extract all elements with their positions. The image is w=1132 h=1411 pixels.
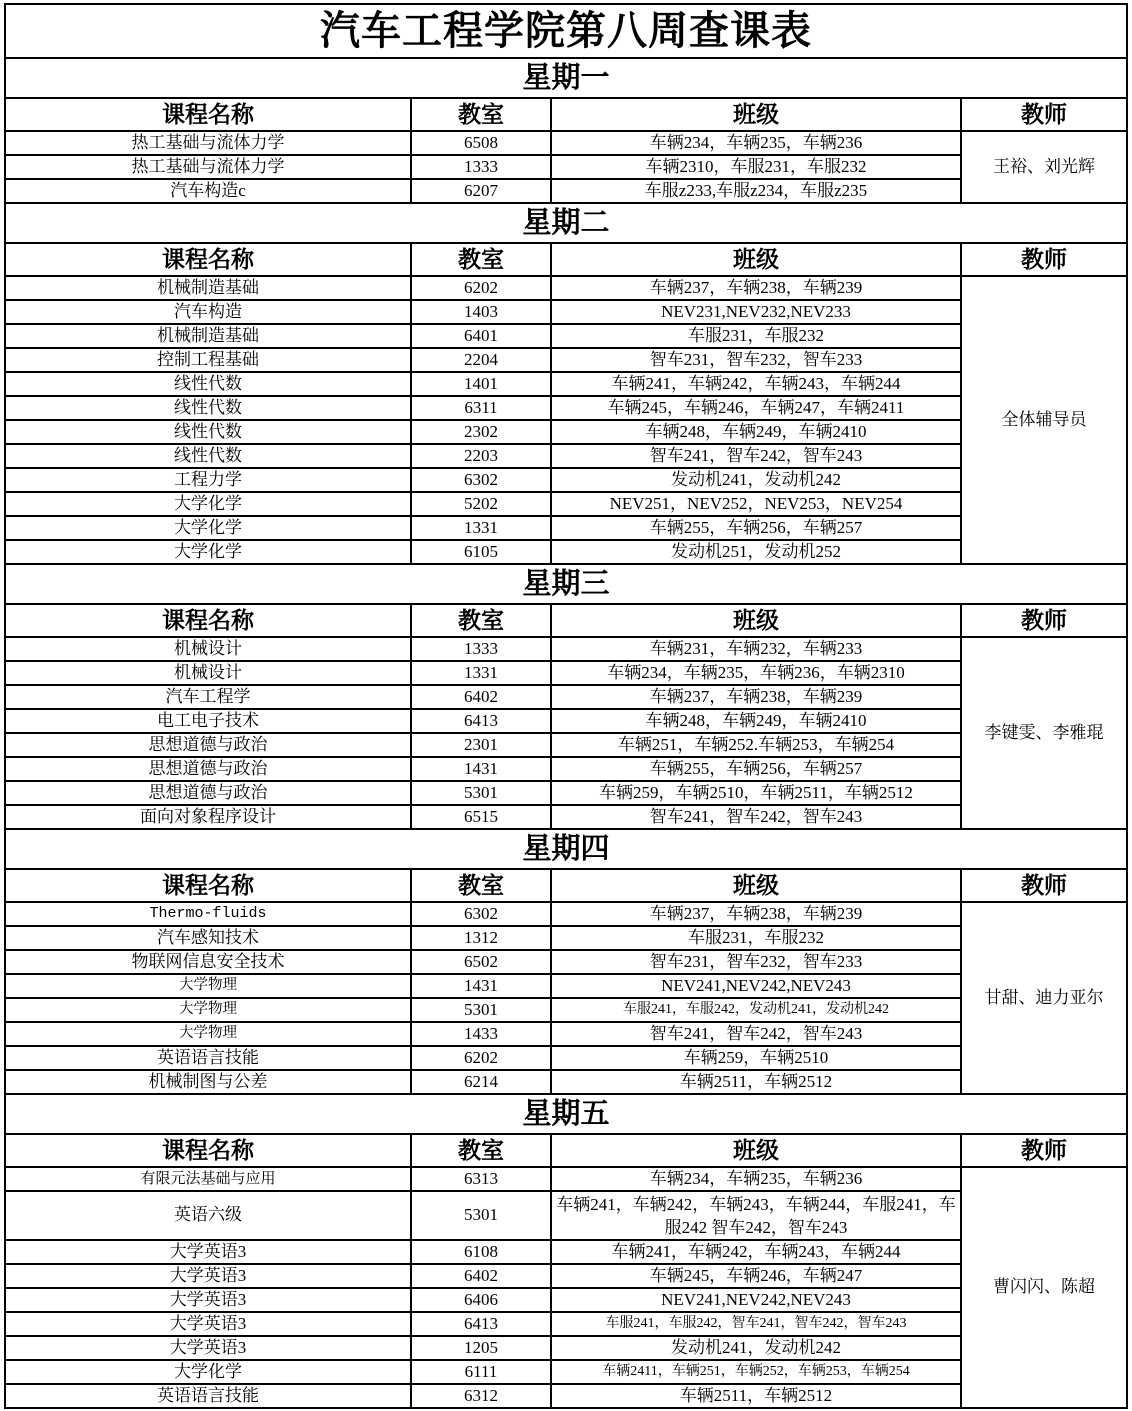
room-cell: 1433: [411, 1022, 551, 1046]
course-cell: 思想道德与政治: [5, 781, 411, 805]
table-row: [5, 685, 1127, 709]
room-cell: 1403: [411, 300, 551, 324]
day-banner-tuesday: [5, 203, 1127, 243]
classes-cell: 车辆237，车辆238，车辆239: [551, 276, 961, 300]
table-row: [5, 637, 1127, 661]
table-row: [5, 709, 1127, 733]
course-cell: 大学化学: [5, 540, 411, 564]
room-cell: 6108: [411, 1240, 551, 1264]
course-cell: 英语语言技能: [5, 1384, 411, 1408]
column-header-classes: 班级: [551, 869, 961, 902]
column-header-room: 教室: [411, 243, 551, 276]
classes-cell: 车辆2310，车服231，车服232: [551, 155, 961, 179]
room-cell: 1333: [411, 637, 551, 661]
table-row: [5, 155, 1127, 179]
room-cell: 2203: [411, 444, 551, 468]
classes-cell: 车辆259，车辆2510，车辆2511，车辆2512: [551, 781, 961, 805]
classes-cell: 车辆241，车辆242，车辆243，车辆244: [551, 1240, 961, 1264]
column-header-room: 教室: [411, 869, 551, 902]
table-row: [5, 1240, 1127, 1264]
room-cell: 6111: [411, 1360, 551, 1384]
room-cell: 2301: [411, 733, 551, 757]
table-row: [5, 1167, 1127, 1191]
course-cell: 电工电子技术: [5, 709, 411, 733]
room-cell: 6401: [411, 324, 551, 348]
table-row: [5, 998, 1127, 1022]
column-header-teacher: 教师: [961, 1134, 1127, 1167]
course-cell: 物联网信息安全技术: [5, 950, 411, 974]
column-header-course: 课程名称: [5, 869, 411, 902]
table-row: [5, 468, 1127, 492]
table-row: [5, 757, 1127, 781]
classes-cell: 车服z233,车服z234，车服z235: [551, 179, 961, 203]
column-header-classes: 班级: [551, 604, 961, 637]
classes-cell: 车辆234，车辆235，车辆236: [551, 1167, 961, 1191]
course-cell: 机械设计: [5, 637, 411, 661]
room-cell: 6311: [411, 396, 551, 420]
table-row: [5, 348, 1127, 372]
classes-cell: 车辆237，车辆238，车辆239: [551, 902, 961, 926]
schedule-table: [4, 3, 1128, 1409]
classes-cell: 智车231，智车232，智车233: [551, 950, 961, 974]
column-header-row: [5, 604, 1127, 637]
room-cell: 6413: [411, 709, 551, 733]
course-cell: 汽车构造c: [5, 179, 411, 203]
course-cell: 线性代数: [5, 396, 411, 420]
room-cell: 6313: [411, 1167, 551, 1191]
table-row: [5, 1288, 1127, 1312]
course-cell: Thermo-fluids: [5, 902, 411, 926]
table-row: [5, 926, 1127, 950]
classes-cell: 车服241，车服242，发动机241，发动机242: [551, 998, 961, 1022]
table-row: [5, 1070, 1127, 1094]
course-cell: 大学物理: [5, 998, 411, 1022]
table-row: [5, 420, 1127, 444]
classes-cell: 车辆241，车辆242，车辆243，车辆244: [551, 372, 961, 396]
room-cell: 6402: [411, 685, 551, 709]
course-cell: 大学物理: [5, 1022, 411, 1046]
day-banner-label: 星期三: [5, 564, 1127, 604]
course-cell: 线性代数: [5, 444, 411, 468]
classes-cell: 车服231，车服232: [551, 324, 961, 348]
table-row: [5, 1384, 1127, 1408]
column-header-classes: 班级: [551, 98, 961, 131]
room-cell: 5301: [411, 998, 551, 1022]
course-cell: 汽车感知技术: [5, 926, 411, 950]
column-header-teacher: 教师: [961, 869, 1127, 902]
classes-cell: 车辆259，车辆2510: [551, 1046, 961, 1070]
classes-cell: NEV231,NEV232,NEV233: [551, 300, 961, 324]
course-cell: 大学物理: [5, 974, 411, 998]
table-row: [5, 131, 1127, 155]
room-cell: 1205: [411, 1336, 551, 1360]
room-cell: 1333: [411, 155, 551, 179]
teacher-cell: 王裕、刘光辉: [961, 131, 1127, 203]
day-banner-label: 星期二: [5, 203, 1127, 243]
course-cell: 热工基础与流体力学: [5, 155, 411, 179]
table-row: [5, 781, 1127, 805]
table-row: [5, 179, 1127, 203]
course-cell: 思想道德与政治: [5, 733, 411, 757]
day-banner-label: 星期四: [5, 829, 1127, 869]
classes-cell: 智车231，智车232，智车233: [551, 348, 961, 372]
course-cell: 大学化学: [5, 492, 411, 516]
classes-cell: 车辆2511，车辆2512: [551, 1384, 961, 1408]
classes-cell: 车辆245，车辆246，车辆247: [551, 1264, 961, 1288]
course-cell: 大学英语3: [5, 1312, 411, 1336]
room-cell: 5202: [411, 492, 551, 516]
room-cell: 5301: [411, 781, 551, 805]
column-header-row: [5, 243, 1127, 276]
course-cell: 面向对象程序设计: [5, 805, 411, 829]
table-row: [5, 1264, 1127, 1288]
room-cell: 2204: [411, 348, 551, 372]
page-title: 汽车工程学院第八周查课表: [5, 4, 1127, 58]
table-row: [5, 324, 1127, 348]
table-row: [5, 661, 1127, 685]
course-cell: 机械设计: [5, 661, 411, 685]
room-cell: 6502: [411, 950, 551, 974]
course-cell: 线性代数: [5, 372, 411, 396]
column-header-row: [5, 98, 1127, 131]
table-row: [5, 902, 1127, 926]
table-row: [5, 444, 1127, 468]
course-cell: 汽车构造: [5, 300, 411, 324]
classes-cell: 车辆2411，车辆251，车辆252，车辆253，车辆254: [551, 1360, 961, 1384]
column-header-classes: 班级: [551, 1134, 961, 1167]
course-cell: 大学英语3: [5, 1240, 411, 1264]
classes-cell: 车辆2511，车辆2512: [551, 1070, 961, 1094]
room-cell: 1431: [411, 757, 551, 781]
course-cell: 工程力学: [5, 468, 411, 492]
teacher-cell: 全体辅导员: [961, 276, 1127, 564]
day-banner-monday: [5, 58, 1127, 98]
classes-cell: 发动机241，发动机242: [551, 1336, 961, 1360]
room-cell: 1331: [411, 661, 551, 685]
table-row: [5, 733, 1127, 757]
course-cell: 思想道德与政治: [5, 757, 411, 781]
table-row: [5, 516, 1127, 540]
room-cell: 6508: [411, 131, 551, 155]
room-cell: 6515: [411, 805, 551, 829]
classes-cell: NEV251，NEV252，NEV253，NEV254: [551, 492, 961, 516]
classes-cell: 车辆231，车辆232，车辆233: [551, 637, 961, 661]
room-cell: 6207: [411, 179, 551, 203]
course-cell: 英语六级: [5, 1191, 411, 1240]
course-cell: 大学英语3: [5, 1288, 411, 1312]
day-banner-thursday: [5, 829, 1127, 869]
table-row: [5, 950, 1127, 974]
room-cell: 6413: [411, 1312, 551, 1336]
room-cell: 1331: [411, 516, 551, 540]
column-header-teacher: 教师: [961, 243, 1127, 276]
column-header-teacher: 教师: [961, 98, 1127, 131]
classes-cell: NEV241,NEV242,NEV243: [551, 1288, 961, 1312]
course-cell: 热工基础与流体力学: [5, 131, 411, 155]
table-row: [5, 1336, 1127, 1360]
column-header-classes: 班级: [551, 243, 961, 276]
classes-cell: 车辆241，车辆242，车辆243，车辆244，车服241，车服242 智车242，智车243: [551, 1191, 961, 1240]
room-cell: 6302: [411, 902, 551, 926]
room-cell: 6202: [411, 1046, 551, 1070]
table-row: [5, 1312, 1127, 1336]
course-cell: 汽车工程学: [5, 685, 411, 709]
room-cell: 5301: [411, 1191, 551, 1240]
room-cell: 6312: [411, 1384, 551, 1408]
day-banner-friday: [5, 1094, 1127, 1134]
course-cell: 英语语言技能: [5, 1046, 411, 1070]
classes-cell: 车辆237，车辆238，车辆239: [551, 685, 961, 709]
column-header-teacher: 教师: [961, 604, 1127, 637]
table-row: [5, 492, 1127, 516]
classes-cell: 车辆248，车辆249，车辆2410: [551, 420, 961, 444]
table-row: [5, 1046, 1127, 1070]
table-row: [5, 1022, 1127, 1046]
column-header-course: 课程名称: [5, 1134, 411, 1167]
classes-cell: 车辆255，车辆256，车辆257: [551, 757, 961, 781]
room-cell: 6406: [411, 1288, 551, 1312]
classes-cell: 车辆234，车辆235，车辆236，车辆2310: [551, 661, 961, 685]
course-cell: 大学英语3: [5, 1336, 411, 1360]
room-cell: 2302: [411, 420, 551, 444]
room-cell: 6105: [411, 540, 551, 564]
table-row: [5, 276, 1127, 300]
course-cell: 机械制造基础: [5, 276, 411, 300]
room-cell: 1431: [411, 974, 551, 998]
course-cell: 机械制图与公差: [5, 1070, 411, 1094]
room-cell: 6402: [411, 1264, 551, 1288]
column-header-course: 课程名称: [5, 604, 411, 637]
course-cell: 机械制造基础: [5, 324, 411, 348]
room-cell: 6202: [411, 276, 551, 300]
table-row: [5, 300, 1127, 324]
course-cell: 大学化学: [5, 516, 411, 540]
column-header-row: [5, 1134, 1127, 1167]
table-row: [5, 540, 1127, 564]
column-header-row: [5, 869, 1127, 902]
classes-cell: 智车241，智车242，智车243: [551, 1022, 961, 1046]
column-header-room: 教室: [411, 98, 551, 131]
room-cell: 6302: [411, 468, 551, 492]
course-cell: 有限元法基础与应用: [5, 1167, 411, 1191]
table-row: [5, 372, 1127, 396]
classes-cell: 车辆234，车辆235，车辆236: [551, 131, 961, 155]
classes-cell: 车辆255，车辆256，车辆257: [551, 516, 961, 540]
teacher-cell: 曹闪闪、陈超: [961, 1167, 1127, 1408]
classes-cell: NEV241,NEV242,NEV243: [551, 974, 961, 998]
day-banner-wednesday: [5, 564, 1127, 604]
column-header-room: 教室: [411, 1134, 551, 1167]
column-header-course: 课程名称: [5, 98, 411, 131]
room-cell: 6214: [411, 1070, 551, 1094]
table-row: [5, 396, 1127, 420]
classes-cell: 车辆248，车辆249，车辆2410: [551, 709, 961, 733]
teacher-cell: 李键雯、李雅琨: [961, 637, 1127, 829]
column-header-course: 课程名称: [5, 243, 411, 276]
table-row: [5, 805, 1127, 829]
classes-cell: 车服231，车服232: [551, 926, 961, 950]
classes-cell: 智车241，智车242，智车243: [551, 805, 961, 829]
table-row: [5, 1191, 1127, 1240]
table-row: [5, 974, 1127, 998]
room-cell: 1312: [411, 926, 551, 950]
room-cell: 1401: [411, 372, 551, 396]
teacher-cell: 甘甜、迪力亚尔: [961, 902, 1127, 1094]
classes-cell: 车辆245，车辆246，车辆247，车辆2411: [551, 396, 961, 420]
course-cell: 线性代数: [5, 420, 411, 444]
day-banner-label: 星期一: [5, 58, 1127, 98]
classes-cell: 发动机241，发动机242: [551, 468, 961, 492]
classes-cell: 发动机251，发动机252: [551, 540, 961, 564]
column-header-room: 教室: [411, 604, 551, 637]
classes-cell: 车辆251，车辆252.车辆253，车辆254: [551, 733, 961, 757]
course-cell: 大学英语3: [5, 1264, 411, 1288]
day-banner-label: 星期五: [5, 1094, 1127, 1134]
title-row: [5, 4, 1127, 58]
course-cell: 控制工程基础: [5, 348, 411, 372]
classes-cell: 车服241，车服242，智车241，智车242，智车243: [551, 1312, 961, 1336]
table-row: [5, 1360, 1127, 1384]
classes-cell: 智车241，智车242，智车243: [551, 444, 961, 468]
course-cell: 大学化学: [5, 1360, 411, 1384]
